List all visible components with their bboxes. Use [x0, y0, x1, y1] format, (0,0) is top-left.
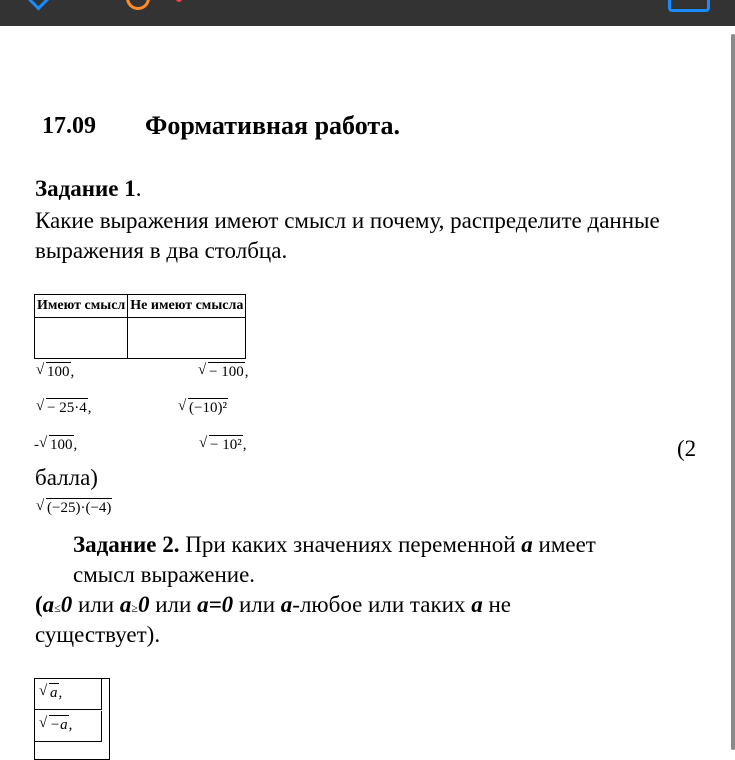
record-icon[interactable] [176, 0, 182, 2]
expression-1: √ 100, [36, 362, 75, 380]
expression-2: √ − 100, [198, 362, 249, 380]
task2-expression-2: √ −a, [39, 715, 73, 733]
task1-heading-suffix: . [135, 176, 142, 201]
window-icon[interactable] [668, 0, 710, 12]
answer-table [34, 294, 246, 359]
task1-heading-label: Задание 1 [35, 176, 136, 201]
task2-heading: Задание 2. [73, 532, 180, 557]
scrollbar[interactable] [731, 34, 735, 750]
expression-4: √ (−10)² [178, 398, 227, 416]
expression-7: √ (−25)·(−4) [36, 498, 112, 516]
expression-5: - √ 100, [34, 435, 78, 453]
date-number: 17.09 [42, 113, 96, 139]
circle-icon[interactable] [126, 0, 150, 10]
answer-cell-meaningful[interactable] [35, 318, 128, 359]
answer-cell-meaningless[interactable] [128, 318, 246, 359]
page-title: Формативная работа. [145, 111, 400, 140]
col-header-meaningless: Не имеют смысла [128, 295, 246, 318]
task2-line1: Задание 2. При каких значениях переменной a имеет [73, 532, 596, 557]
expression-3: √ − 25·4, [36, 398, 92, 416]
task2-line4: существует). [35, 622, 161, 647]
task2-table [34, 678, 110, 760]
back-arrow-icon[interactable] [26, 0, 50, 11]
score-label-part1: (2 [677, 436, 697, 461]
task2-line2: смысл выражение. [73, 562, 256, 587]
col-header-meaningful: Имеют смысл [35, 295, 128, 318]
top-toolbar [0, 0, 735, 26]
expression-6: √ − 10², [199, 435, 247, 453]
task2-options: (a≤0 или a≥0 или a=0 или a-любое или таких a не [35, 592, 511, 617]
task1-heading [35, 176, 142, 202]
score-label-part2: балла) [35, 465, 98, 490]
task1-text: Какие выражения имеют смысл и почему, распределите данные выражения в два столбца. [35, 208, 660, 263]
task2-expression-1: √ a, [39, 683, 63, 701]
